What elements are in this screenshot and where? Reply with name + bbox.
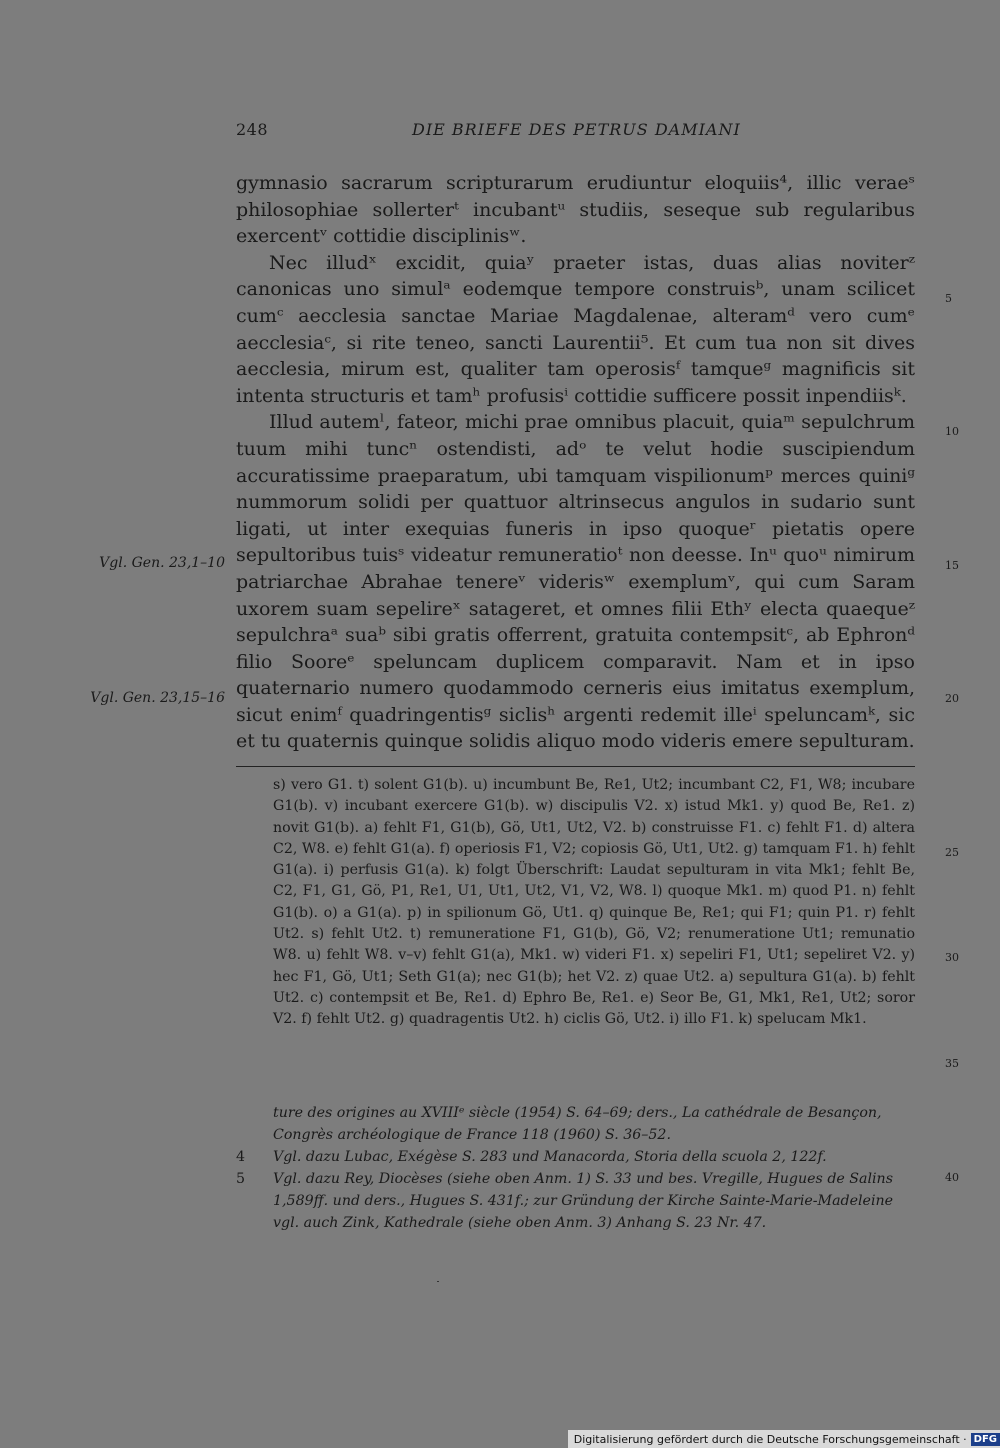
critical-apparatus: s) vero G1. t) solent G1(b). u) incumbunt Be, Re1, Ut2; incumbant C2, F1, W8; incubare G1(b). v) incubant exercere G1(b). w) discipulis V2. x) istud Mk1. y) quod Be, Re1. z) novit G1(b). a) fehlt F1, G1(b), Gö, Ut1, Ut2, V2. b) construisse F1. c) fehlt F1. d) altera C2, W8. e) fehlt G1(a). f) operiosis F1, V2; copiosis Gö, Ut1, Ut2. g) tamquam F1. h) fehlt G1(a). i) perfusis G1(a). k) folgt Überschrift: Laudat sepulturam in vita Mk1; fehlt Be, C2, F1, G1, Gö, P1, Re1, U1, Ut1, Ut2, V1, V2, W8. l) quoque Mk1. m) quod P1. n) fehlt G1(b). o) a G1(a). p) in spilionum Gö, Ut1. q) quinque Be, Re1; qui F1; quin P1. r) fehlt Ut2. s) fehlt Ut2. t) remuneratione F1, G1(b), Gö, V2; renumeratione Ut1; remunatio W8. u) fehlt W8. v–v) fehlt G1(a), Mk1. w) videri F1. x) sepeliri F1, Ut1; sepeliret V2. y) hec F1, Gö, Ut1; Seth G1(a); nec G1(b); het V2. z) quae Ut2. a) sepultura G1(a). b) fehlt Ut2. c) contempsit et Be, Re1. d) Ephro Be, Re1. e) Seor Be, G1, Mk1, Re1, Ut2; soror V2. f) fehlt Ut2. g) quadragentis Ut2. h) ciclis Gö, Ut2. i) illo F1. k) spelucam Mk1. [273, 777, 915, 1028]
line-number: 25 [945, 846, 959, 859]
page-number: 248 [236, 120, 269, 139]
footnotes [236, 1102, 915, 1234]
line-number: 30 [945, 951, 959, 964]
main-text [236, 170, 915, 755]
print-mark [437, 1281, 439, 1282]
footnote-continuation: ture des origines au XVIIIᵉ siècle (1954) S. 64–69; ders., La cathédrale de Besançon, Congrès archéologique de France 118 (1960) S. 36–52. [273, 1105, 882, 1143]
paragraph-2: Nec illudˣ excidit, quiaʸ praeter istas, duas alias noviterᶻ canonicas uno simulᵃ eodemque tempore construisᵇ, unam scilicet cumᶜ aecclesia sanctae Mariae Magdalenae, alteramᵈ vero cumᵉ aecclesiaᶜ, si rite teneo, sancti Laurentii⁵. Et cum tua non sit dives aecclesia, mirum est, qualiter tam operosisᶠ tamqueᵍ magnificis sit intenta structuris et tamʰ profusisⁱ cottidie sufficere possit inpendiisᵏ. [236, 251, 915, 407]
footnote-5: 5 Vgl. dazu Rey, Diocèses (siehe oben Anm. 1) S. 33 und bes. Vregille, Hugues de Salins 1,589ff. und ders., Hugues S. 431f.; zur Gründung der Kirche Sainte-Marie-Madeleine vgl. auch Zink, Kathedrale (siehe oben Anm. 3) Anhang S. 23 Nr. 47. [236, 1171, 894, 1231]
footnote-4: 4 Vgl. dazu Lubac, Exégèse S. 283 und Manacorda, Storia della scuola 2, 122f. [236, 1149, 827, 1165]
line-number: 15 [945, 559, 959, 572]
line-number: 35 [945, 1057, 959, 1070]
line-number: 5 [945, 292, 952, 305]
line-number: 40 [945, 1171, 959, 1184]
line-number: 10 [945, 425, 959, 438]
margin-reference: Vgl. Gen. 23,15–16 [90, 690, 225, 706]
dfg-logo: DFG [971, 1433, 1000, 1446]
margin-reference: Vgl. Gen. 23,1–10 [99, 555, 225, 571]
footer-text: Digitalisierung gefördert durch die Deutsche Forschungsgemeinschaft · [573, 1432, 967, 1446]
paragraph-3: Illud autemˡ, fateor, michi prae omnibus placuit, quiaᵐ sepulchrum tuum mihi tuncⁿ ostendisti, adᵒ te velut hodie suscipiendum accuratissime praeparatum, ubi tamquam vispilionumᵖ merces quiniᵍ nummorum solidi per quattuor altrinsecus angulos in sudario sunt ligati, ut inter exequias funeris in ipso quoqueʳ pietatis opere sepultoribus tuisˢ videatur remuneratioᵗ non deesse. Inᵘ quoᵘ nimirum patriarchae Abrahae tenereᵛ viderisʷ exemplumᵛ, qui cum Saram uxorem suam sepelireˣ satageret, et omnes filii Ethʸ electa quaequeᶻ sepulchraᵃ suaᵇ sibi gratis offerrent, gratuita contempsitᶜ, ab Ephronᵈ filio Sooreᵉ speluncam duplicem comparavit. Nam et in ipso quaternario numero quodammodo cerneris eius imitatus exemplum, sicut enimᶠ quadringentisᵍ siclisʰ argenti redemit illeⁱ speluncamᵏ, sic et tu quaternis quinque solidis aliquo modo videris emere sepulturam. [236, 411, 915, 753]
separator-rule [236, 766, 915, 767]
line-number: 20 [945, 692, 959, 705]
digitization-footer [568, 1430, 1000, 1448]
running-head: DIE BRIEFE DES PETRUS DAMIANI [412, 120, 741, 139]
paragraph-1: gymnasio sacrarum scripturarum erudiuntur eloquiis⁴, illic veraeˢ philosophiae sollerterᵗ incubantᵘ studiis, seseque sub regularibus exercentᵛ cottidie disciplinisʷ. [236, 172, 915, 248]
